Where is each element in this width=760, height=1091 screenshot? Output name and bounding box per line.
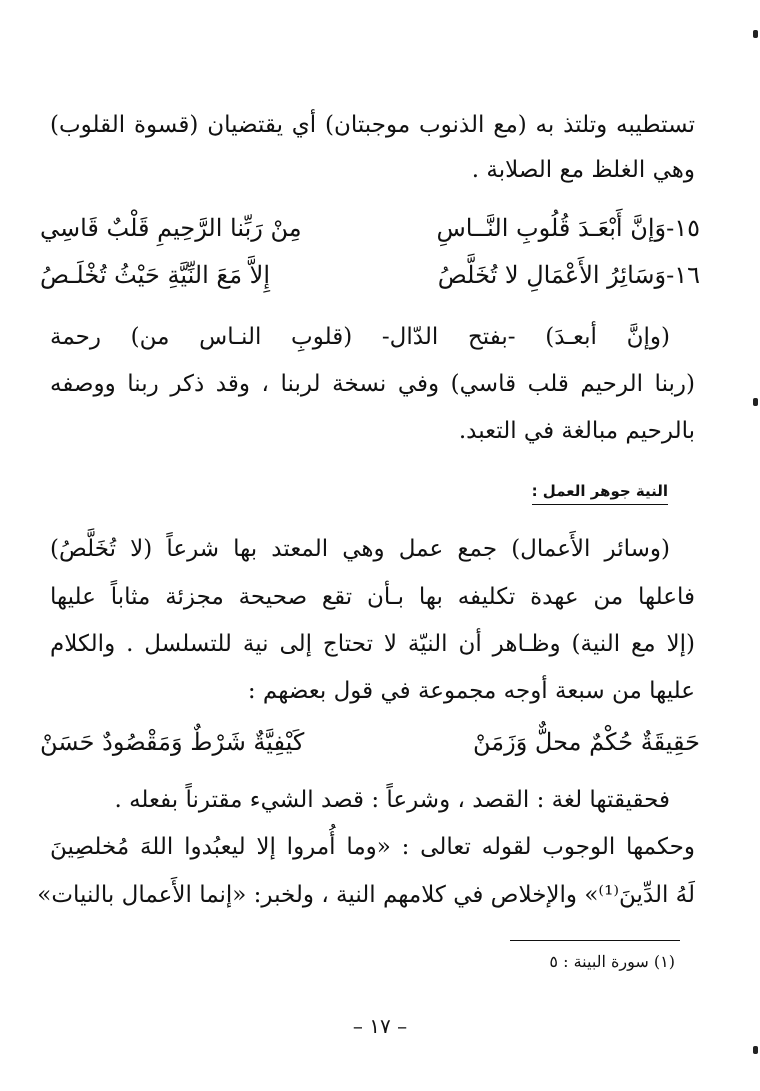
verse-seven-aspects xyxy=(40,722,700,762)
para2-line3: بالرحيم مبالغة في التعبد. xyxy=(458,418,695,444)
binding-mark-icon xyxy=(753,398,758,406)
para4-line2: وحكمها الوجوب لقوله تعالى : «وما أُمروا إلا ليعبُدوا اللهَ مُخلصِينَ xyxy=(50,834,695,860)
binding-mark-icon xyxy=(753,30,758,38)
para4-line3: لَهُ الدِّينَ⁽¹⁾» والإخلاص في كلامهم النية ، ولخبر: «إنما الأَعمال بالنيات» xyxy=(37,882,695,908)
verse-16-second-hemistich: إِلاَّ مَعَ النِّيَّةِ حَيْثُ تُخْلَـصُ xyxy=(40,261,271,289)
verse-16-first-hemistich: ١٦-وَسَائِرُ الأَعْمَالِ لا تُخَلَّصُ xyxy=(437,261,700,289)
footnote: (١) سورة البينة : ٥ xyxy=(549,952,675,971)
para3-line4: عليها من سبعة أوجه مجموعة في قول بعضهم : xyxy=(247,678,695,704)
verse-seven-aspects-first-hemistich: حَقِيقَةٌ حُكْمٌ محلٌّ وَزَمَنْ xyxy=(472,728,700,756)
para1-line1: تستطيبه وتلتذ به (مع الذنوب موجبتان) أي يقتضيان (قسوة القلوب) xyxy=(50,112,695,138)
verse-15-first-hemistich: ١٥-وَإنَّ أَبْعَـدَ قُلُوبِ النَّــاسِ xyxy=(436,214,700,242)
binding-mark-icon xyxy=(753,1046,758,1054)
para2-line1: (وإنَّ أبعـدَ) -بفتح الدّال- (قلوبِ النـاس من) رحمة xyxy=(50,324,670,350)
verse-16 xyxy=(40,255,700,295)
para2-line2: (ربنا الرحيم قلب قاسي) وفي نسخة لربنا ، وقد ذكر ربنا ووصفه xyxy=(50,371,695,397)
footnote-separator xyxy=(510,940,680,941)
para3-line3: (إلا مع النية) وظـاهر أن النيّة لا تحتاج إلى نية للتسلسل . والكلام xyxy=(50,631,695,657)
page-number: – ١٧ – xyxy=(352,1014,408,1038)
para3-line2: فاعلها من عهدة تكليفه بها بـأن تقع صحيحة مجزئة مثاباً عليها xyxy=(50,584,695,610)
para3-line1: (وسائر الأَعمال) جمع عمل وهي المعتد بها شرعاً (لا تُخَلَّصُ) xyxy=(50,536,670,562)
para4-line1: فحقيقتها لغة : القصد ، وشرعاً : قصد الشيء مقترناً بفعله . xyxy=(114,787,670,813)
section-heading: النية جوهر العمل : xyxy=(532,480,668,505)
verse-15-second-hemistich: مِنْ رَبِّنا الرَّحِيمِ قَلْبٌ قَاسِي xyxy=(40,214,302,242)
verse-seven-aspects-second-hemistich: كَيْفِيَّةٌ شَرْطٌ وَمَقْصُودٌ حَسَنْ xyxy=(40,728,305,756)
para1-line2: وهي الغلظ مع الصلابة . xyxy=(471,157,695,183)
verse-15 xyxy=(40,208,700,248)
